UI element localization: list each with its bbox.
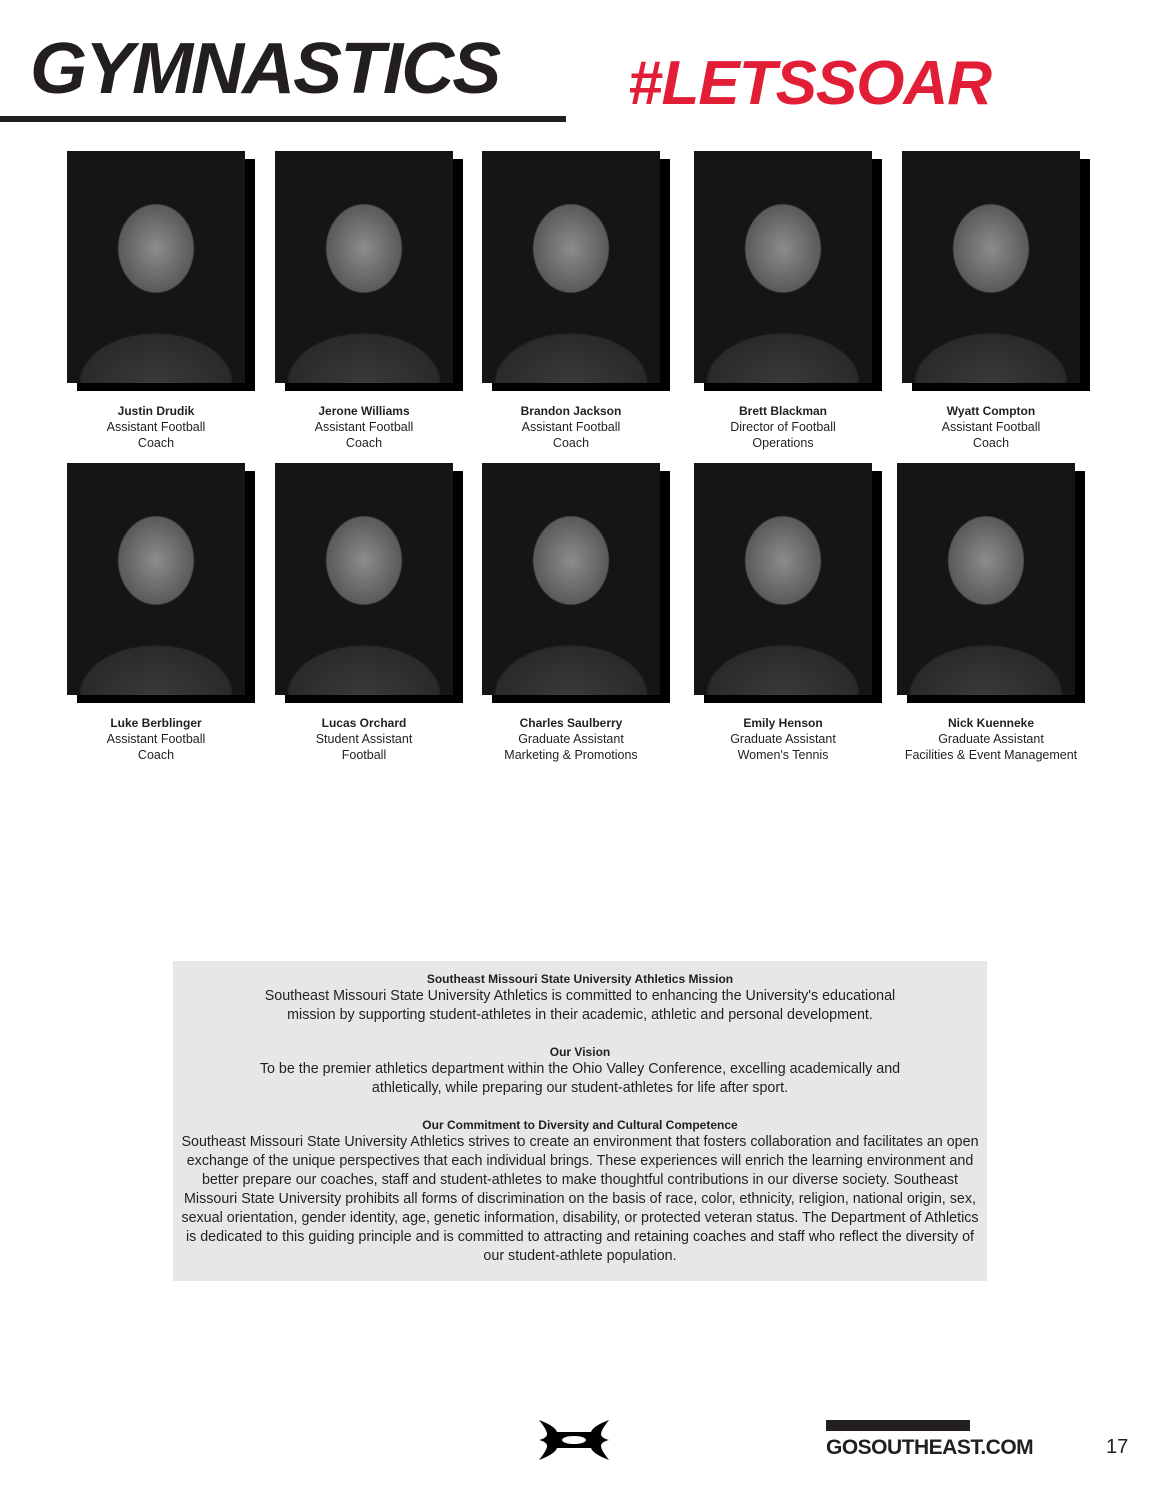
- staff-card: [61, 151, 251, 451]
- staff-photo: [67, 151, 245, 383]
- staff-card: [896, 151, 1086, 451]
- staff-name: Luke Berblinger: [110, 716, 202, 730]
- staff-card: [269, 151, 459, 451]
- page-title: GYMNASTICS: [30, 29, 500, 109]
- staff-photo: [67, 463, 245, 695]
- staff-name: Charles Saulberry: [519, 716, 623, 730]
- staff-role: Graduate Assistant: [938, 732, 1044, 746]
- staff-role: Coach: [552, 436, 590, 450]
- staff-role: Women's Tennis: [737, 748, 829, 762]
- diversity-heading: Our Commitment to Diversity and Cultural Competence: [422, 1118, 738, 1132]
- staff-role: Assistant Football: [941, 420, 1041, 434]
- staff-role: Coach: [345, 436, 383, 450]
- title-rule: [0, 116, 566, 122]
- staff-role: Graduate Assistant: [730, 732, 836, 746]
- staff-card: [891, 463, 1091, 763]
- staff-card: [476, 463, 666, 763]
- mission-text: Southeast Missouri State University Athletics is committed to enhancing the University's educational mission by supporting student-athletes in their academic, athletic and personal development.: [264, 988, 896, 1023]
- staff-photo: [694, 151, 872, 383]
- vision-heading: Our Vision: [549, 1045, 611, 1059]
- staff-role: Facilities & Event Management: [904, 748, 1078, 762]
- under-armour-logo: [535, 1418, 613, 1462]
- staff-photo: [902, 151, 1080, 383]
- staff-name: Jerone Williams: [318, 404, 410, 418]
- staff-photo: [694, 463, 872, 695]
- staff-name: Emily Henson: [743, 716, 823, 730]
- staff-role: Coach: [972, 436, 1010, 450]
- staff-card: [269, 463, 459, 763]
- page-number: 17: [1106, 1436, 1129, 1458]
- staff-photo: [275, 463, 453, 695]
- staff-photo: [482, 463, 660, 695]
- staff-photo: [275, 151, 453, 383]
- mission-box: [173, 961, 987, 1281]
- staff-card: [688, 151, 878, 451]
- mission-heading: Southeast Missouri State University Athletics Mission: [426, 972, 734, 986]
- staff-role: Coach: [137, 436, 175, 450]
- staff-photo: [897, 463, 1075, 695]
- hashtag: #LETSSOAR: [628, 49, 992, 118]
- staff-name: Lucas Orchard: [321, 716, 407, 730]
- staff-role: Assistant Football: [521, 420, 621, 434]
- staff-card: [476, 151, 666, 451]
- staff-role: Assistant Football: [106, 732, 206, 746]
- staff-card: [61, 463, 251, 763]
- staff-role: Coach: [137, 748, 175, 762]
- staff-photo: [482, 151, 660, 383]
- staff-name: Brandon Jackson: [520, 404, 622, 418]
- staff-role: Football: [341, 748, 387, 762]
- vision-text: To be the premier athletics department within the Ohio Valley Conference, excelling academically and athletically, while preparing our student-athletes for life after sport.: [259, 1061, 901, 1096]
- staff-card: [688, 463, 878, 763]
- staff-role: Student Assistant: [315, 732, 413, 746]
- website-link[interactable]: GOSOUTHEAST.COM: [826, 1436, 1034, 1459]
- staff-name: Nick Kuenneke: [947, 716, 1035, 730]
- staff-role: Operations: [752, 436, 814, 450]
- staff-name: Wyatt Compton: [946, 404, 1036, 418]
- staff-role: Marketing & Promotions: [504, 748, 638, 762]
- staff-role: Director of Football: [730, 420, 836, 434]
- staff-role: Graduate Assistant: [518, 732, 624, 746]
- staff-name: Brett Blackman: [738, 404, 828, 418]
- staff-role: Assistant Football: [314, 420, 414, 434]
- staff-role: Assistant Football: [106, 420, 206, 434]
- footer-bar: [826, 1420, 970, 1431]
- staff-name: Justin Drudik: [117, 404, 195, 418]
- diversity-text: Southeast Missouri State University Athletics strives to create an environment that fosters collaboration and facilitates an open exchange of the unique perspectives that each individual brings. These experiences will enrich the learning environment and better prepare our coaches, staff and student-athletes to make thoughtful contributions in our diverse society. Southeast Missouri State University prohibits all forms of discrimination on the basis of race, color, ethnicity, religion, national origin, sex, sexual orientation, gender identity, age, genetic information, disability, or protected veteran status. The Department of Athletics is dedicated to this guiding principle and is committed to attracting and retaining coaches and staff who reflect the diversity of our student-athlete population.: [181, 1134, 979, 1264]
